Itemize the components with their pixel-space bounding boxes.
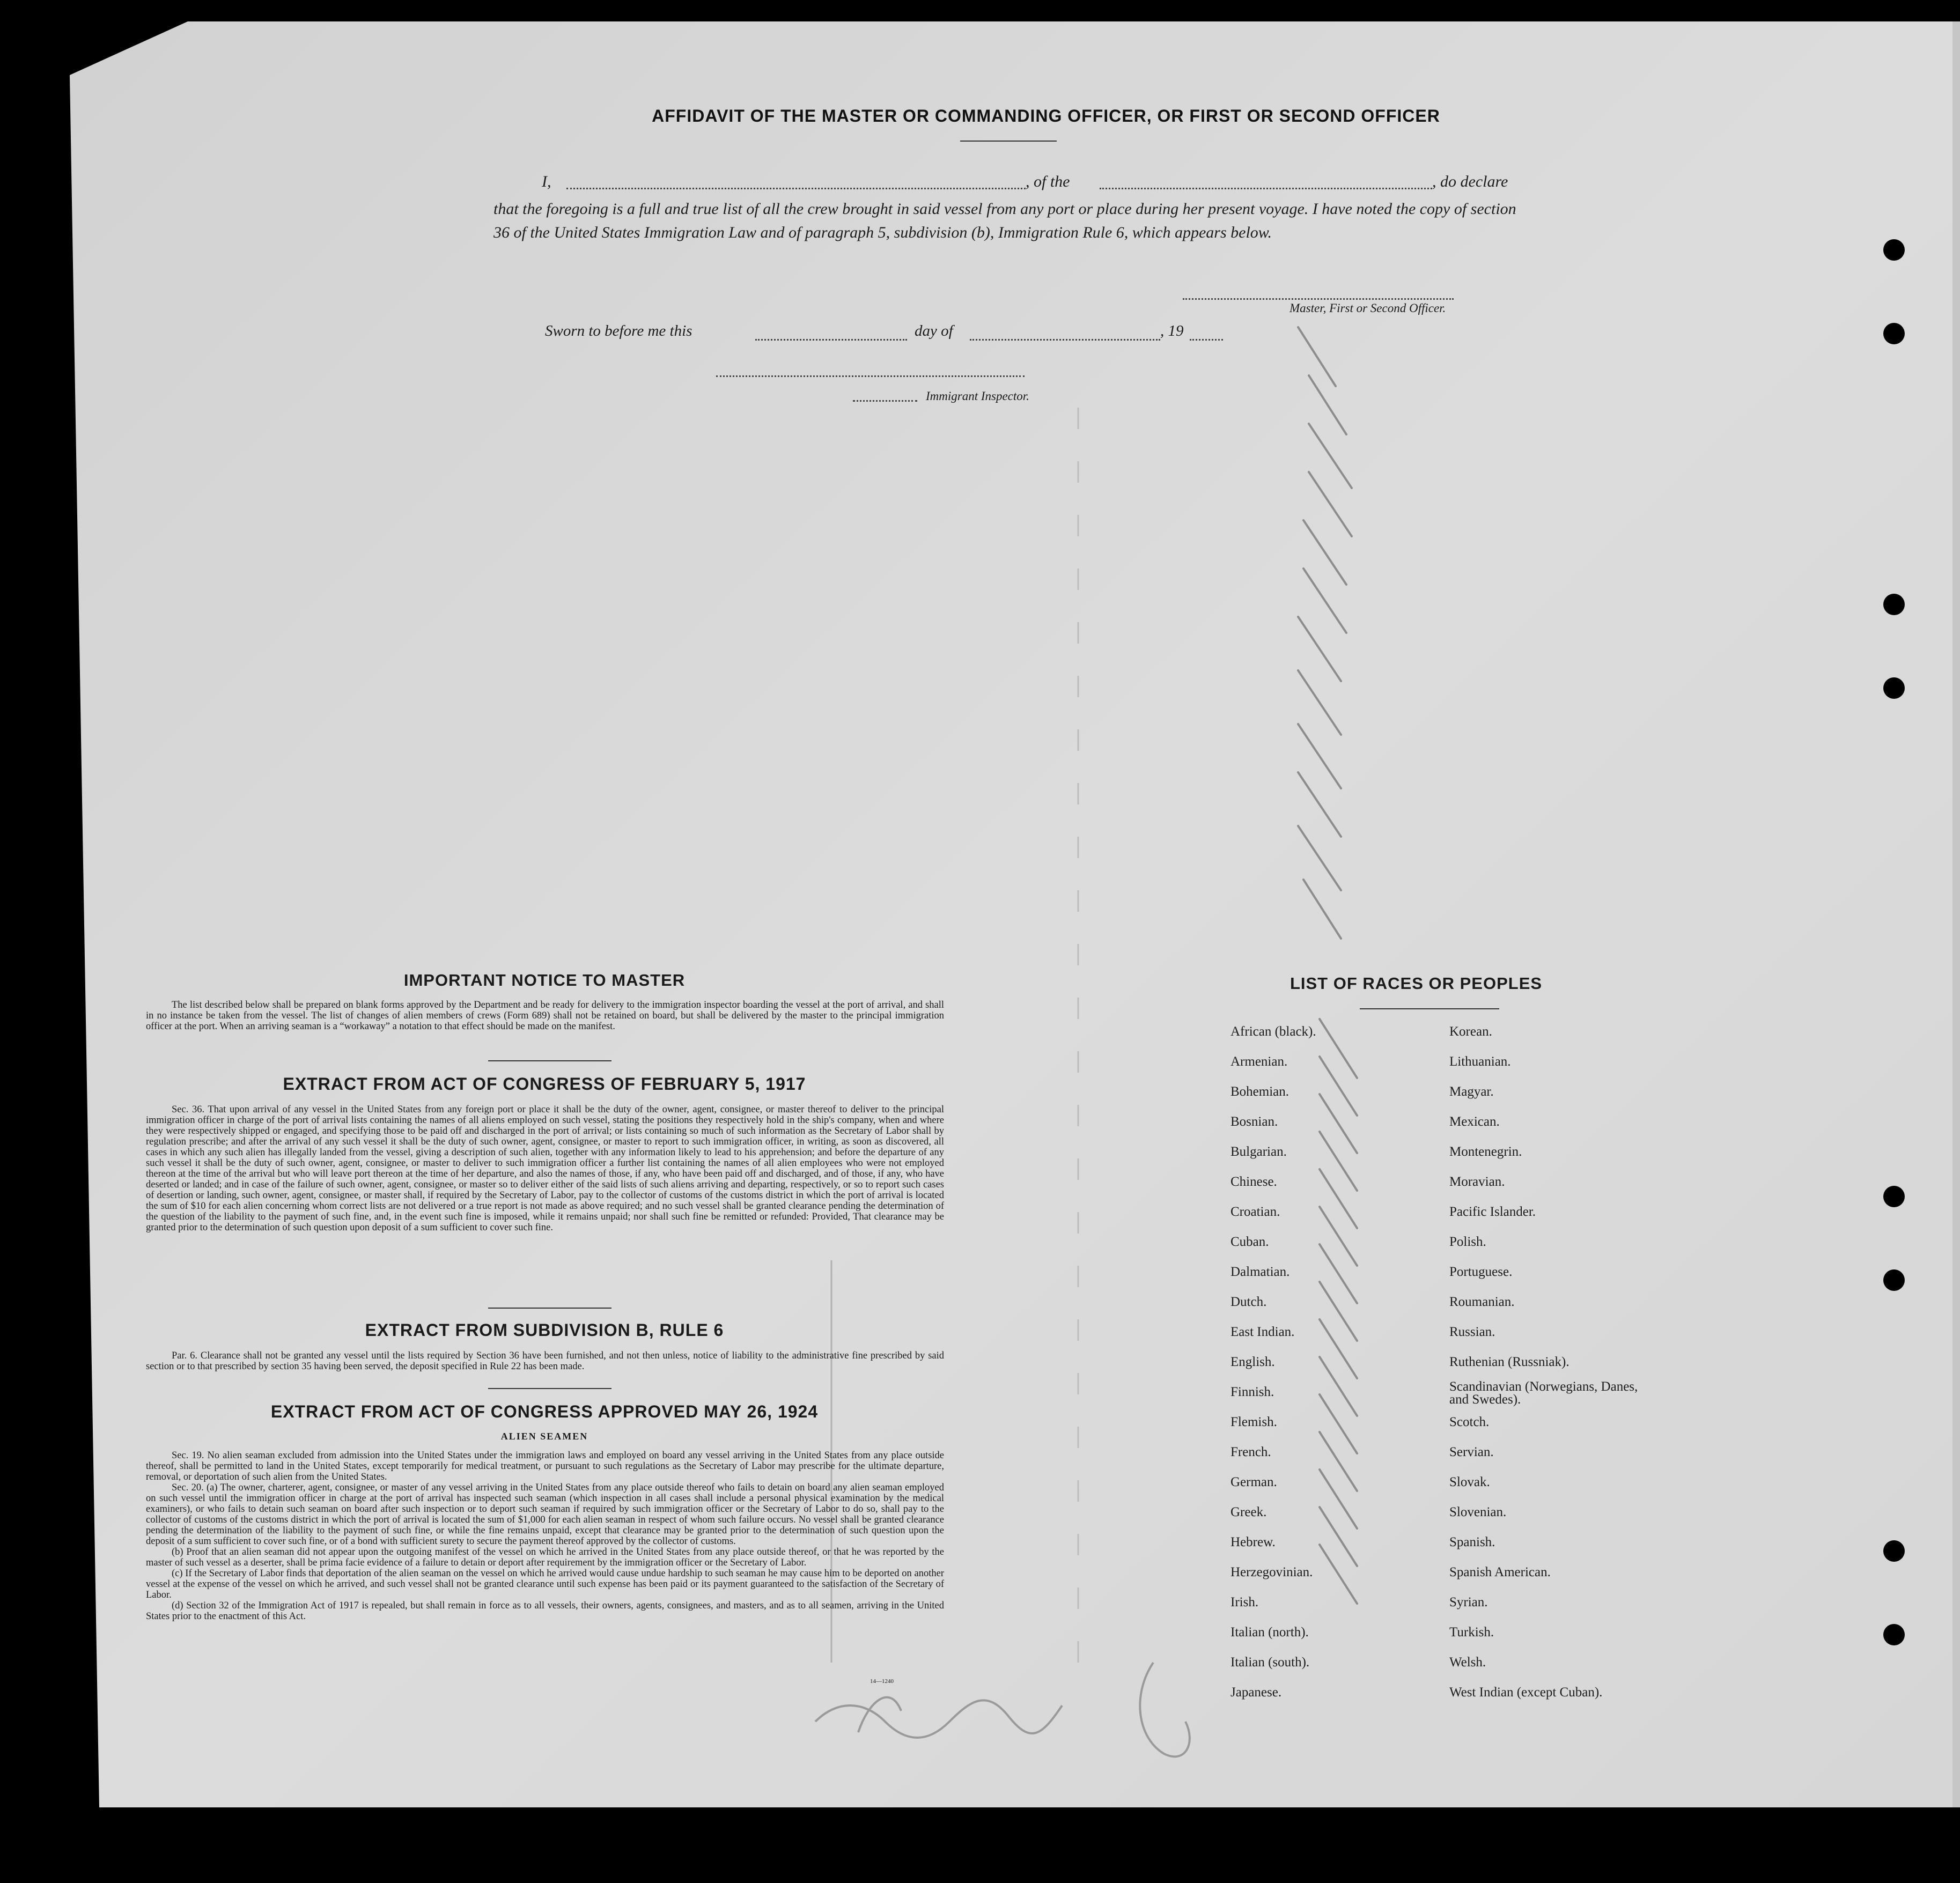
- race-item: Montenegrin.: [1449, 1144, 1522, 1159]
- race-item: Servian.: [1449, 1445, 1494, 1459]
- race-item: Mexican.: [1449, 1114, 1500, 1129]
- declaration-paragraph: that the foregoing is a full and true list of all the crew brought in said vessel from any port or place during her present voyage. I have noted the copy of section 36 of the United States Immigration Law and of paragraph 5, subdivision (b), Immigration Rule 6, which appears below.: [493, 200, 1516, 241]
- section-divider: [488, 1060, 611, 1061]
- section-divider: [488, 1308, 611, 1309]
- race-item: East Indian.: [1230, 1325, 1295, 1339]
- sworn-year-label: , 19: [1160, 322, 1184, 339]
- notice-text: [146, 1000, 944, 1032]
- race-item: Japanese.: [1230, 1685, 1282, 1700]
- sworn-month-field[interactable]: [970, 339, 1160, 341]
- punch-hole: [1883, 1624, 1905, 1645]
- race-item: Moravian.: [1449, 1175, 1505, 1189]
- par-6-paragraph: Par. 6. Clearance shall not be granted any vessel until the lists required by Section 36 have been furnished, and not then unless, notice of liability to the administrative fine prescribed by said section or to that prescribed by section 35 having been served, the deposit specified in Rule 22 has been made.: [146, 1350, 944, 1372]
- race-item: Polish.: [1449, 1235, 1486, 1249]
- race-item: Ruthenian (Russniak).: [1449, 1355, 1570, 1369]
- race-item: Herzegovinian.: [1230, 1565, 1313, 1579]
- race-item: German.: [1230, 1475, 1277, 1489]
- inspector-label: Immigrant Inspector.: [926, 389, 1029, 403]
- extract-1924-title: EXTRACT FROM ACT OF CONGRESS APPROVED MAY 26, 1924: [270, 1402, 819, 1421]
- race-item: Dutch.: [1230, 1295, 1267, 1309]
- race-item: Slovak.: [1449, 1475, 1490, 1489]
- race-item: West Indian (except Cuban).: [1449, 1685, 1603, 1700]
- section-20b-paragraph: (b) Proof that an alien seaman did not appear upon the outgoing manifest of the vessel on which he arrived in the United States from any place outside thereof, or that he was reported by the master of such vessel as a deserter, shall be prima facie evidence of a failure to detain or deport after requirement by the immigration officer or the Secretary of Labor.: [146, 1547, 944, 1568]
- race-item: Bohemian.: [1230, 1084, 1290, 1099]
- sworn-day-field[interactable]: [755, 339, 907, 341]
- races-divider: [1360, 1008, 1499, 1009]
- notice-paragraph: The list described below shall be prepared on blank forms approved by the Department and be ready for delivery to the immigration inspector boarding the vessel at the port of arrival, and shall in no instance be taken from the vessel. The list of changes of alien members of crews (Form 689) shall not be retained on board, but shall be delivered by the master to the principal immigration officer at the port. When an arriving seaman is a “workaway” a notation to that effect should be made on the manifest.: [146, 1000, 944, 1032]
- race-item: Slovenian.: [1449, 1505, 1507, 1519]
- race-item: Russian.: [1449, 1325, 1495, 1339]
- section-36-paragraph: Sec. 36. That upon arrival of any vessel in the United States from any foreign port or place it shall be the duty of the owner, agent, consignee, or master thereof to deliver to the principal immigration officer in charge of the port of arrival lists containing the names of all aliens employed on such vessel, stating the positions they respectively hold in the ship's company, when and where they were respectively shipped or engaged, and specifying those to be paid off and discharged in the port of arrival; or lists containing so much of such information as the Secretary of Labor shall by regulation prescribe; and after the arrival of any such vessel it shall be the duty of such owner, agent, consignee, or master to report to such immigration officer, in writing, as soon as discovered, all cases in which any such alien has illegally landed from the vessel, giving a description of such alien, together with any information likely to lead to his apprehension; and before the departure of any such vessel it shall be the duty of such owner, agent, consignee, or master to deliver to such immigration officer a further list containing the names of all alien employees who were not employed thereon at the time of the arrival but who will leave port thereon at the time of her departure, and also the names of those, if any, who have been paid off and discharged, and of those, if any, who have deserted or landed; and in case of the failure of such owner, agent, consignee, or master so to deliver either of the said lists of such aliens arriving and departing, respectively, or so to report such cases of desertion or landing, such owner, agent, consignee, or master shall, if required by the Secretary of Labor, pay to the collector of customs of the customs district in which the port of arrival is located the sum of $10 for each alien concerning whom correct lists are not delivered or a true report is not made as above required; and no such vessel shall be granted clearance pending the determination of the question of the liability to the payment of such fine, and, in the event such fine is imposed, while it remains unpaid; nor shall such fine be remitted or refunded: Provided, That clearance may be granted prior to the determination of such question upon deposit of a sum sufficient to cover such fine.: [146, 1104, 944, 1233]
- race-item: Magyar.: [1449, 1084, 1494, 1099]
- race-item: Roumanian.: [1449, 1295, 1515, 1309]
- race-item: Armenian.: [1230, 1054, 1288, 1069]
- affidavit-title: AFFIDAVIT OF THE MASTER OR COMMANDING OFFICER, OR FIRST OR SECOND OFFICER: [652, 106, 1440, 125]
- punch-hole: [1883, 239, 1905, 261]
- inspector-prefix-dots: [853, 400, 917, 402]
- alien-seamen-subtitle: ALIEN SEAMEN: [500, 1431, 588, 1442]
- sworn-day-of-label: day of: [915, 322, 953, 339]
- of-the-label: , of the: [1026, 173, 1070, 190]
- section-20a-paragraph: Sec. 20. (a) The owner, charterer, agent, consignee, or master of any vessel arriving in the United States from any place outside thereof who fails to detain on board any alien seaman employed on such vessel until the immigration officer in charge at the port of arrival has inspected such seaman (which inspection in all cases shall include a personal physical examination by the medical examiners), or who fails to detain such seaman on board after such inspection or to deport such seaman if required by such immigration officer or the Secretary of Labor to do so, shall pay to the collector of customs of the customs district in which the port of arrival is located the sum of $1,000 for each alien seaman in respect of whom such failure occurs. No vessel shall be granted clearance pending the determination of the liability to the payment of such fine, or while the fine remains unpaid, except that clearance may be granted prior to the determination of such question upon the deposit of a sum sufficient to cover such fine, or of a bond with sufficient surety to secure the payment thereof approved by the collector of customs.: [146, 1482, 944, 1547]
- race-item: Welsh.: [1449, 1655, 1486, 1670]
- punch-hole: [1883, 677, 1905, 699]
- sworn-year-field[interactable]: [1190, 339, 1223, 341]
- race-item: English.: [1230, 1355, 1275, 1369]
- declarant-prefix: I,: [542, 173, 551, 190]
- inspector-signature-field[interactable]: [716, 375, 1025, 377]
- punch-hole: [1883, 1540, 1905, 1562]
- sworn-prefix: Sworn to before me this: [545, 322, 692, 339]
- punch-hole: [1883, 594, 1905, 615]
- race-item: Irish.: [1230, 1595, 1259, 1609]
- race-item: Bulgarian.: [1230, 1144, 1287, 1159]
- race-item: Scotch.: [1449, 1415, 1490, 1429]
- race-item: Chinese.: [1230, 1175, 1277, 1189]
- race-item: Korean.: [1449, 1024, 1492, 1039]
- race-item: Scandinavian (Norwegians, Danes, and Swedes).: [1449, 1379, 1638, 1407]
- race-item: Hebrew.: [1230, 1535, 1276, 1549]
- notice-title: IMPORTANT NOTICE TO MASTER: [403, 971, 686, 990]
- master-signature-field[interactable]: [1183, 298, 1454, 300]
- extract-1917-text: [146, 1104, 944, 1233]
- race-item: Croatian.: [1230, 1205, 1280, 1219]
- form-number: 14—1240: [870, 1678, 894, 1685]
- race-item: African (black).: [1230, 1024, 1316, 1039]
- title-divider: [960, 141, 1057, 142]
- race-item: Finnish.: [1230, 1385, 1274, 1399]
- vessel-name-field[interactable]: [1100, 188, 1432, 189]
- race-item: Cuban.: [1230, 1235, 1269, 1249]
- section-19-paragraph: Sec. 19. No alien seaman excluded from admission into the United States under the immigration laws and employed on board any vessel arriving in the United States from any place outside thereof, shall be permitted to land in the United States, except temporarily for medical treatment, or pursuant to such regulations as the Secretary of Labor may prescribe for the ultimate departure, removal, or deportation of such alien from the United States.: [146, 1450, 944, 1482]
- extract-rule6-title: EXTRACT FROM SUBDIVISION B, RULE 6: [365, 1320, 724, 1340]
- punch-hole: [1883, 1186, 1905, 1207]
- race-item: Flemish.: [1230, 1415, 1277, 1429]
- race-item: Spanish.: [1449, 1535, 1495, 1549]
- do-declare-label: , do declare: [1432, 173, 1508, 190]
- race-item: Greek.: [1230, 1505, 1267, 1519]
- extract-rule6-text: [146, 1350, 944, 1372]
- race-item: French.: [1230, 1445, 1271, 1459]
- race-item: Portuguese.: [1449, 1265, 1513, 1279]
- declarant-name-field[interactable]: [566, 188, 1026, 189]
- race-item: Turkish.: [1449, 1625, 1494, 1640]
- master-label: Master, First or Second Officer.: [1290, 301, 1446, 315]
- race-item: Dalmatian.: [1230, 1265, 1290, 1279]
- section-20c-paragraph: (c) If the Secretary of Labor finds that deportation of the alien seaman on the vessel on which he arrived would cause undue hardship to such seaman he may cause him to be deported on another vessel at the expense of the vessel on which he arrived, and such vessel shall not be granted clearance until such expense has been paid or its payment guaranteed to the satisfaction of the Secretary of Labor.: [146, 1568, 944, 1600]
- race-item: Syrian.: [1449, 1595, 1488, 1609]
- race-item: Italian (north).: [1230, 1625, 1309, 1640]
- extract-1917-title: EXTRACT FROM ACT OF CONGRESS OF FEBRUARY 5, 1917: [283, 1074, 806, 1094]
- race-item: Lithuanian.: [1449, 1054, 1511, 1069]
- punch-hole: [1883, 1269, 1905, 1291]
- race-item: Spanish American.: [1449, 1565, 1551, 1579]
- section-20d-paragraph: (d) Section 32 of the Immigration Act of 1917 is repealed, but shall remain in force as to all vessels, their owners, agents, consignees, and masters, and as to all seamen, arriving in the United States prior to the enactment of this Act.: [146, 1600, 944, 1622]
- race-item: Italian (south).: [1230, 1655, 1310, 1670]
- section-divider: [488, 1388, 611, 1389]
- races-title: LIST OF RACES OR PEOPLES: [1290, 974, 1543, 993]
- race-item: Pacific Islander.: [1449, 1205, 1536, 1219]
- extract-1924-text: [146, 1450, 944, 1622]
- punch-hole: [1883, 323, 1905, 344]
- race-item: Bosnian.: [1230, 1114, 1278, 1129]
